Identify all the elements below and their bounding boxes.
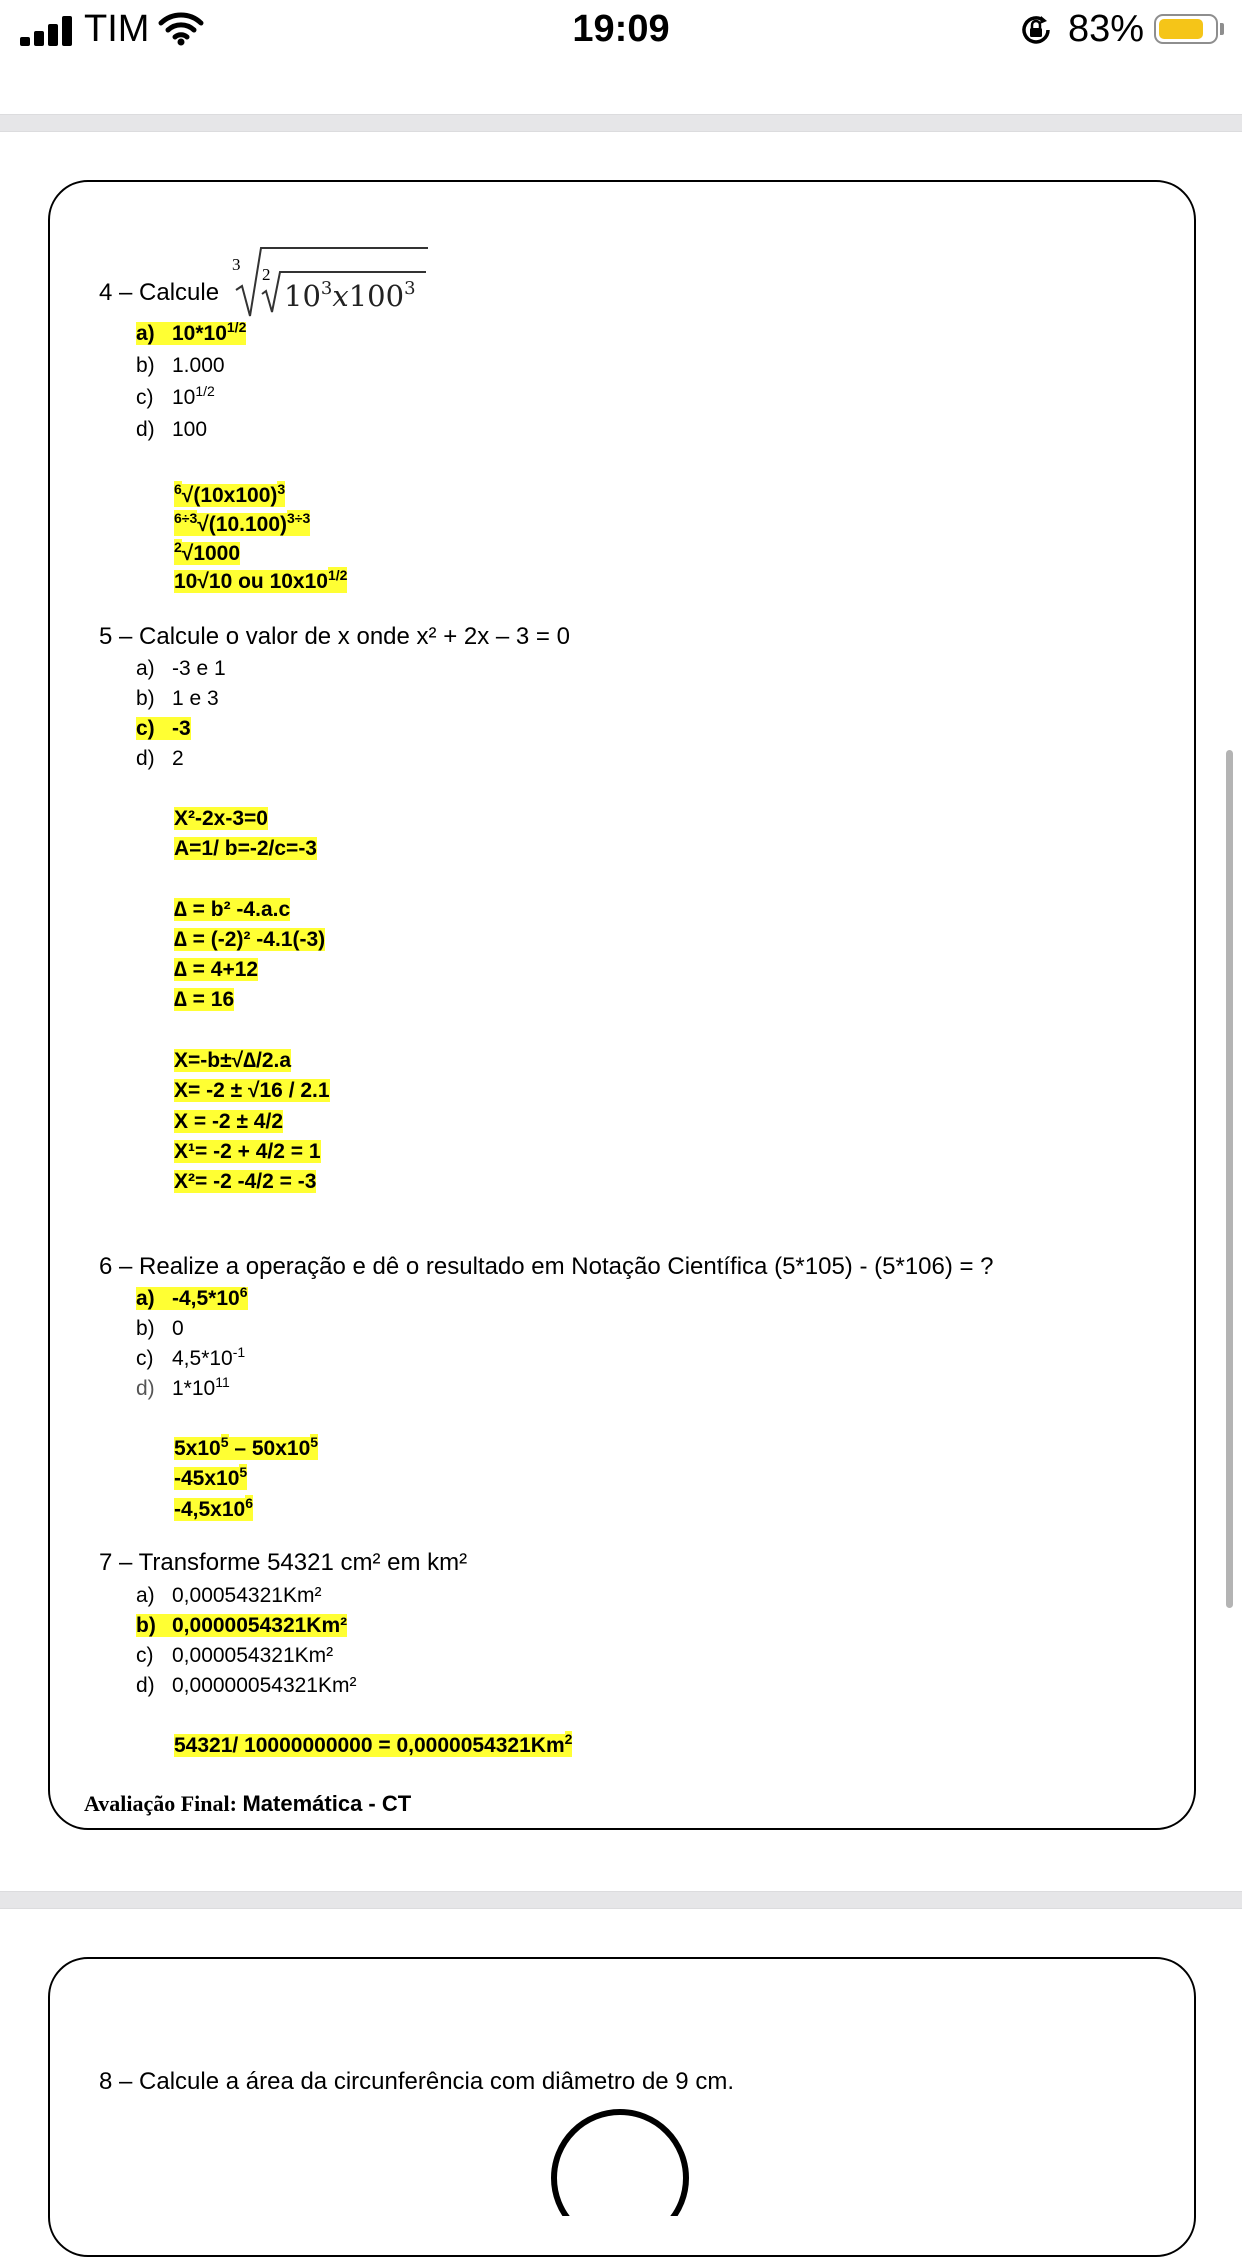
q4-radical-expression xyxy=(228,242,434,320)
expr-base-1: 10 xyxy=(284,279,321,313)
q4-option-c: c) $10^{1/2}$ xyxy=(136,383,215,409)
q5-solution-line: ∆ = 16 xyxy=(174,988,235,1011)
q5-solution-line: ∆ = (-2)² -4.1(-3) xyxy=(174,928,326,951)
question-8-title: 8 – Calcule a área da circunferência com diâmetro de 9 cm. xyxy=(99,2068,734,2095)
battery-fill xyxy=(1159,19,1203,39)
page-separator xyxy=(0,114,1242,132)
q6-solution-line: $5x10^5 - 50x10^5$ xyxy=(174,1434,319,1460)
status-bar xyxy=(0,0,1242,64)
q5-solution-line: X²= -2 -4/2 = -3 xyxy=(174,1170,317,1193)
expr-base-2: 100 xyxy=(348,279,405,313)
q4-option-a: a) $10*10^{1/2}$ xyxy=(136,319,247,345)
q5-solution-line: ∆ = 4+12 xyxy=(174,958,259,981)
q5-option-d: d) 2 xyxy=(136,747,184,770)
q6-option-c: c) $4,5*10^{-1}$ xyxy=(136,1344,246,1370)
q7-option-c: c) 0,000054321Km² xyxy=(136,1644,334,1667)
q6-option-b: b) 0 xyxy=(136,1317,184,1340)
question-7-title: 7 – Transforme 54321 cm² em km² xyxy=(99,1549,468,1576)
q5-option-b: b) 1 e 3 xyxy=(136,687,219,710)
orientation-lock-icon xyxy=(1018,12,1054,48)
q6-option-a: a) $-4,5*10^6$ xyxy=(136,1284,248,1310)
q5-solution-line: X = -2 ± 4/2 xyxy=(174,1110,283,1133)
battery-icon xyxy=(1154,14,1218,44)
q6-solution-line: $-4,5x10^6$ xyxy=(174,1495,254,1521)
expr-exp-2: 3 xyxy=(404,278,416,299)
q4-solution-line: $^2$√1000 xyxy=(174,539,241,565)
battery-cap xyxy=(1220,23,1224,35)
q5-solution-line: X= -2 ± √16 / 2.1 xyxy=(174,1079,330,1102)
q7-option-a: a) 0,00054321Km² xyxy=(136,1584,322,1607)
q5-option-c: c) -3 xyxy=(136,717,191,740)
question-6-title: 6 – Realize a operação e dê o resultado em Notação Científica (5*105) - (5*106) = ? xyxy=(99,1253,994,1280)
page-footer: Avaliação Final: Matemática - CT xyxy=(84,1791,412,1816)
q5-solution-line: A=1/ b=-2/c=-3 xyxy=(174,837,317,860)
q7-solution-line: 54321/ $10000000000 = 0,0000054321Km^2$ xyxy=(174,1731,573,1757)
carrier-name: TIM xyxy=(84,8,150,50)
q7-option-d: d) 0,00000054321Km² xyxy=(136,1674,357,1697)
page-separator xyxy=(0,1891,1242,1909)
q4-solution-line: $^6√(10x100)^3$ xyxy=(174,481,286,507)
q4-option-b: b) 1.000 xyxy=(136,354,225,377)
question-4-title: 4 – Calcule xyxy=(99,279,220,306)
question-5-title: 5 – Calcule o valor de x onde x² + 2x – 3 = 0 xyxy=(99,623,570,650)
clock: 19:09 xyxy=(572,8,670,50)
q6-solution-line: $-45x10^5$ xyxy=(174,1464,248,1490)
q5-solution-line: X¹= -2 + 4/2 = 1 xyxy=(174,1140,321,1163)
q6-option-d: d) $1*10^{11}$ xyxy=(136,1374,230,1400)
q5-solution-line: X=-b±√∆/2.a xyxy=(174,1049,292,1072)
q7-option-b: b) 0,0000054321Km² xyxy=(136,1614,348,1637)
q4-option-d: d) 100 xyxy=(136,418,208,441)
q5-solution-line: ∆ = b² -4.a.c xyxy=(174,898,291,921)
q4-solution-line: $^{6\div 3}√(10.100)^{3\div 3}$ xyxy=(174,510,311,536)
q5-option-a: a) -3 e 1 xyxy=(136,657,226,680)
scrollbar[interactable] xyxy=(1226,750,1233,1608)
q5-solution-line: X²-2x-3=0 xyxy=(174,807,268,830)
inner-root-index: 2 xyxy=(262,265,271,284)
outer-root-index: 3 xyxy=(232,255,241,274)
svg-text:103x1003 xyxy=(284,278,416,313)
expr-exp-1: 3 xyxy=(320,278,333,299)
circle-figure xyxy=(548,2106,692,2216)
expr-x: x xyxy=(332,279,349,313)
q4-solution-line: 10√10 ou $10x10^{1/2}$ xyxy=(174,567,348,593)
battery-percent: 83% xyxy=(1068,8,1145,50)
